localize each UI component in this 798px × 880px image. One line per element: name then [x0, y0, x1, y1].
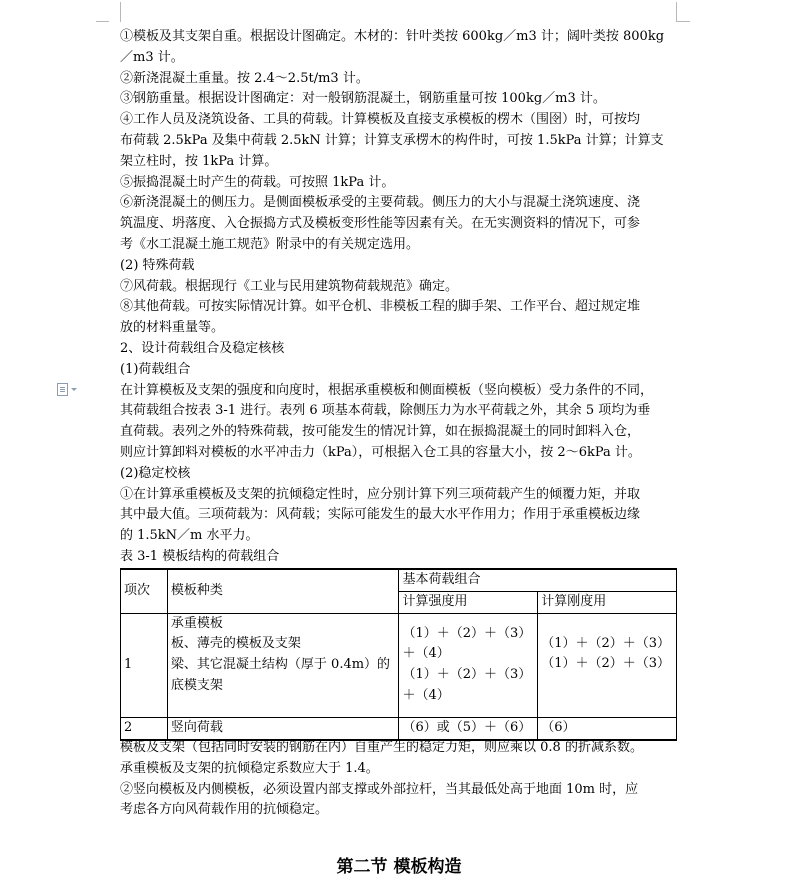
cell-line: 底模支架	[170, 677, 223, 693]
cell-line: ＋（4）	[402, 687, 450, 703]
cell-stiffness	[538, 613, 677, 717]
paragraph-line: ⑥新浇混凝土的侧压力。是侧面模板承受的主要荷载。侧压力的大小与混凝土浇筑速度、浇	[120, 195, 641, 211]
header-index: 项次	[121, 569, 168, 613]
paragraph-line: ①模板及其支架自重。根据设计图确定。木材的：针叶类按 600kg／m3 计；阔叶类按 800kg	[120, 29, 665, 44]
paragraph-line: ③钢筋重量。根据设计图确定：对一般钢筋混凝土，钢筋重量可按 100kg／m3 计。	[120, 91, 606, 107]
table-row	[121, 613, 677, 717]
body-text-top	[120, 27, 680, 568]
table-caption: 表 3-1 模板结构的荷载组合	[120, 548, 280, 564]
page-corner-mark	[108, 2, 121, 22]
cell-type	[167, 613, 399, 717]
paragraph-line: 在计算模板及支架的强度和向度时，根据承重模板和侧面模板（竖向模板）受力条件的不同，	[120, 382, 654, 398]
cell-index: 2	[121, 717, 168, 739]
paragraph-line: 直荷载。表列之外的特殊荷载，按可能发生的情况计算，如在振捣混凝土的同时卸料入仓，	[120, 424, 641, 440]
paragraph-line: (2)稳定校核	[120, 465, 191, 481]
section-heading: 第二节 模板构造	[336, 857, 462, 877]
document-options-icon[interactable]	[57, 382, 79, 396]
cell-line: （1）＋（2）＋（3）	[402, 625, 532, 641]
cell-line: （1）＋（2）＋（3）	[541, 635, 671, 651]
paragraph-line: 架立柱时，按 1kPa 计算。	[120, 153, 278, 169]
paragraph-line: ⑦风荷载。根据现行《工业与民用建筑物荷载规范》确定。	[120, 278, 459, 294]
paragraph-line: ⑧其他荷载。可按实际情况计算。如平仓机、非模板工程的脚手架、工作平台、超过规定堆	[120, 299, 641, 315]
paragraph-line: ／m3 计。	[120, 49, 184, 65]
paragraph-line: 放的材料重量等。	[120, 320, 225, 336]
paragraph-line: ①在计算承重模板及支架的抗倾稳定性时，应分别计算下列三项荷载产生的倾覆力矩，并取	[120, 486, 641, 502]
cell-index: 1	[121, 613, 168, 717]
header-stiffness: 计算刚度用	[538, 591, 677, 613]
paragraph-line: (1)荷载组合	[120, 361, 191, 377]
document-icon	[57, 383, 68, 396]
header-group: 基本荷载组合	[399, 569, 677, 591]
cell-line: ＋（4）	[402, 646, 450, 662]
paragraph-line: 其中最大值。三项荷载为：风荷载；实际可能发生的最大水平作用力；作用于承重模板边缘	[120, 507, 641, 523]
cell-strength: （6）或（5）＋（6）	[399, 717, 538, 739]
table-header-row	[121, 569, 677, 591]
cell-line: （1）＋（2）＋（3）	[541, 656, 671, 672]
page-corner-mark	[96, 21, 109, 22]
paragraph-line: ②新浇混凝土重量。按 2.4～2.5t/m3 计。	[120, 70, 369, 86]
paragraph-line: 考虑各方向风荷载作用的抗倾稳定。	[120, 802, 329, 818]
cell-type: 竖向荷载	[167, 717, 399, 739]
paragraph-line: 布荷载 2.5kPa 及集中荷载 2.5kN 计算；计算支承楞木的构件时，可按 1.5kPa 计算；计算支	[120, 132, 664, 148]
cell-stiffness: （6）	[538, 717, 677, 739]
paragraph-line: 则应计算卸料对模板的水平冲击力（kPa），可根据入仓工具的容量大小，按 2～6kPa 计。	[120, 444, 641, 460]
paragraph-line: 筑温度、坍落度、入仓振捣方式及模板变形性能等因素有关。在无实测资料的情况下，可参	[120, 216, 641, 232]
chevron-down-icon	[71, 388, 77, 391]
paragraph-line: ④工作人员及浇筑设备、工具的荷载。计算模板及直接支承模板的楞木（围囹）时，可按均	[120, 112, 641, 128]
paragraph-line: 考《水工混凝土施工规范》附录中的有关规定选用。	[120, 236, 420, 252]
paragraph-line: 的 1.5kN／m 水平力。	[120, 528, 259, 544]
cell-line: 承重模板	[170, 615, 223, 631]
cell-line: 板、薄壳的模板及支架	[170, 636, 301, 652]
body-text-bottom	[120, 738, 680, 821]
paragraph-line: 其荷载组合按表 3-1 进行。表列 6 项基本荷载，除侧压力为水平荷载之外，其余 5 项均为垂	[120, 403, 651, 419]
load-combination-table	[120, 568, 677, 741]
header-type: 模板种类	[167, 569, 399, 613]
page-corner-mark	[676, 2, 677, 22]
header-strength: 计算强度用	[399, 591, 538, 613]
paragraph-line: 2、设计荷载组合及稳定核核	[120, 340, 285, 356]
paragraph-line: (2) 特殊荷载	[120, 257, 195, 273]
paragraph-line: ②竖向模板及内侧模板，必须设置内部支撑或外部拉杆，当其最低处高于地面 10m 时，应	[120, 781, 639, 797]
cell-strength	[399, 613, 538, 717]
paragraph-line: 模板及支架（包括同时安装的钢筋在内）自重产生的稳定力矩，则应乘以 0.8 的折减系数。	[120, 740, 643, 755]
paragraph-line: ⑤振捣混凝土时产生的荷载。可按照 1kPa 计。	[120, 174, 395, 190]
table-row	[121, 717, 677, 739]
cell-line: （1）＋（2）＋（3）	[402, 667, 532, 683]
page-corner-mark	[677, 21, 690, 22]
cell-line: 梁、其它混凝土结构（厚于 0.4m）的	[170, 657, 391, 673]
paragraph-line: 承重模板及支架的抗倾稳定系数应大于 1.4。	[120, 760, 379, 776]
